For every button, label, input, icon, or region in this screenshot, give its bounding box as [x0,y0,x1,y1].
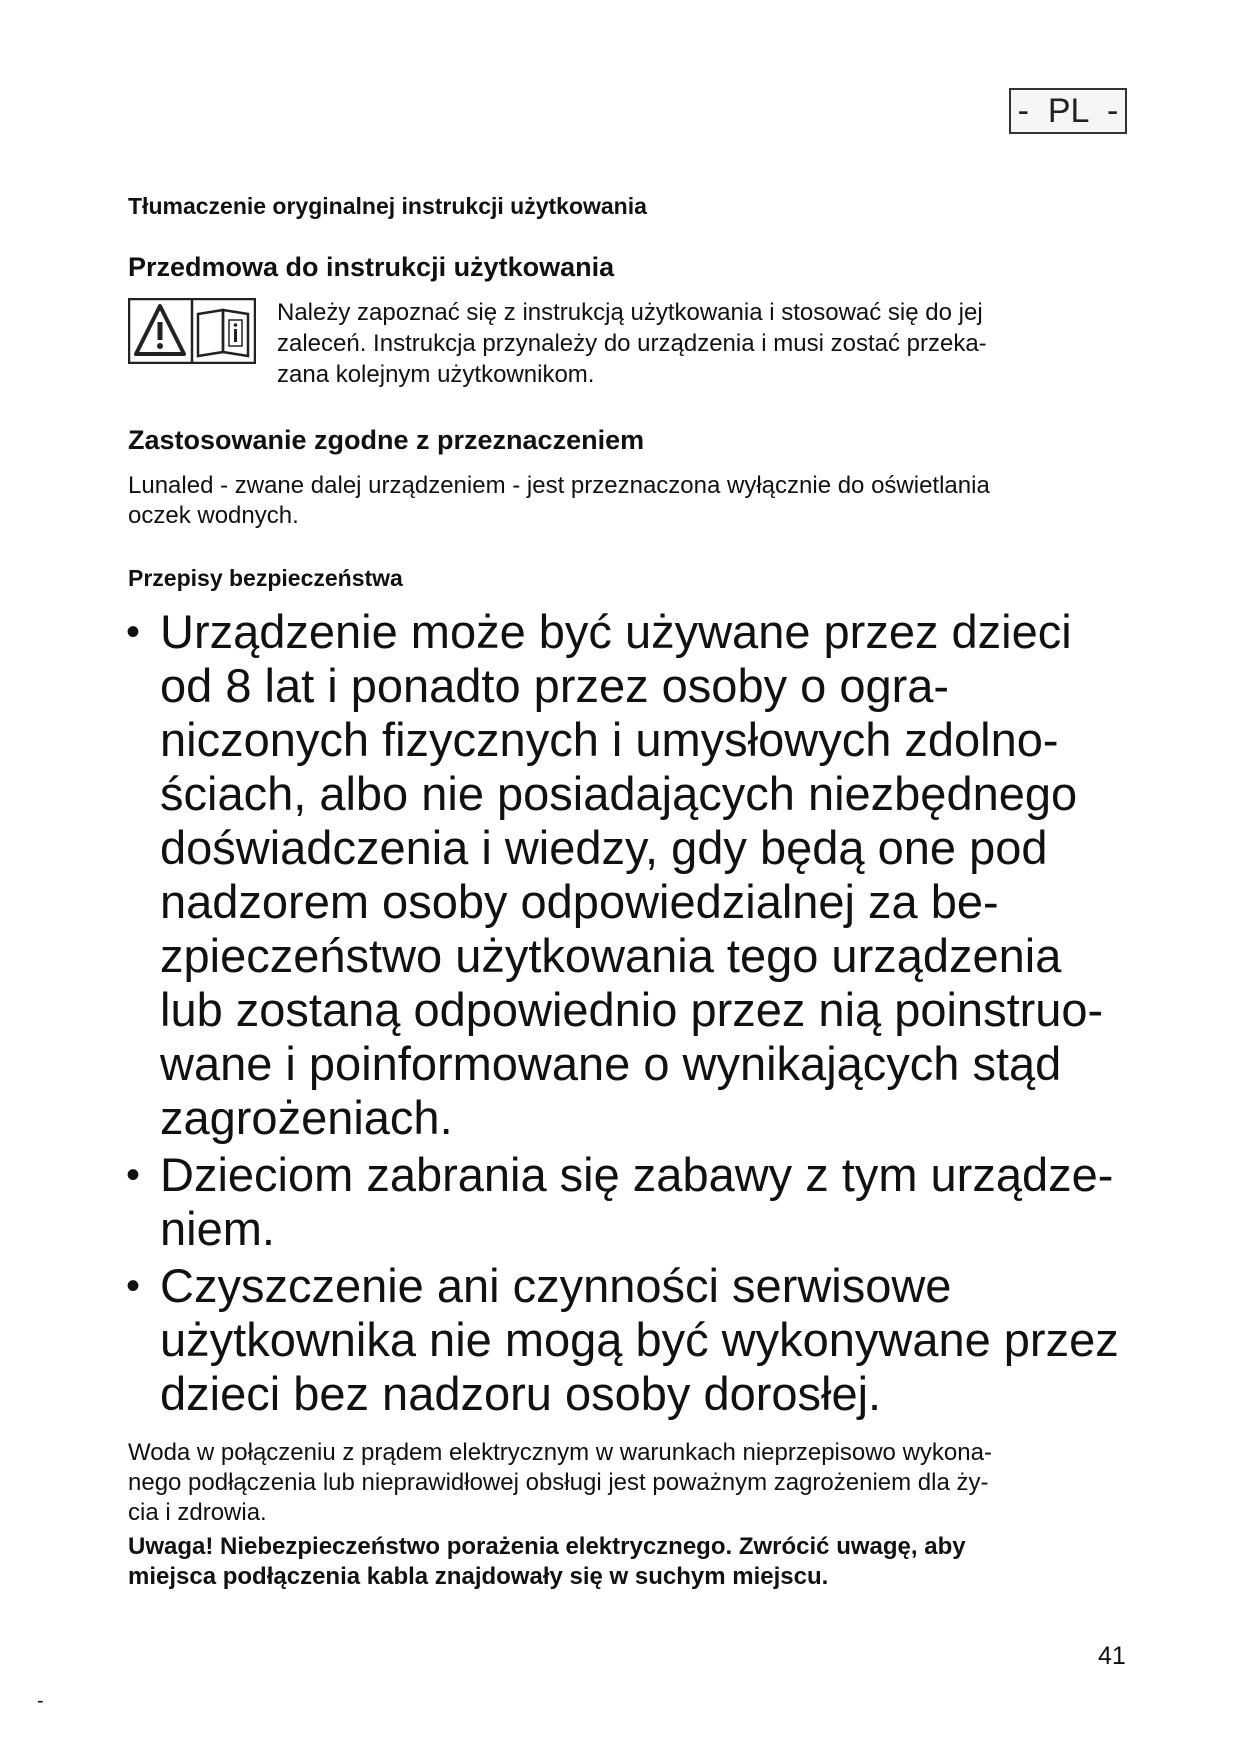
electric-warning-line: miejsca podłączenia kabla znajdowały się w suchym miejscu. [128,1563,829,1590]
water-hazard-line: nego podłączenia lub nieprawidłowej obsługi jest poważnym zagrożeniem dla ży- [128,1469,989,1496]
manual-info-icon [198,310,248,356]
intended-use-heading: Zastosowanie zgodne z przeznaczeniem [128,425,645,455]
preface-heading: Przedmowa do instrukcji użytkowania [128,252,615,282]
water-hazard-line: cia i zdrowia. [128,1499,267,1526]
safety-icons [128,298,256,364]
bullet-icon: • [126,1264,141,1308]
list-item: • Urządzenie może być używane przez dzieci od 8 lat i ponadto przez osoby o ogra- niczonych fizycznych i umysłowych zdolno- ściach, albo nie posiadających niezbędnego doświadczenia i wiedzy, gdy będą one pod nadzorem osoby odpowiedzialnej za be- zpieczeństwo użytkowania tego urządzenia lub zostaną odpowiednio przez nią poinstruo- wane i poinformowane o wynikających stąd zagrożeniach. [126,605,1104,1144]
water-hazard-line: Woda w połączeniu z prądem elektrycznym w warunkach nieprzepisowo wykona- [128,1439,992,1466]
preface-line: zaleceń. Instrukcja przynależy do urządzenia i musi zostać przeka- [277,330,987,357]
warning-triangle-icon [136,306,184,354]
intended-use-line: oczek wodnych. [128,502,299,529]
corner-mark: - [37,1690,44,1712]
preface-line: Należy zapoznać się z instrukcją użytkowania i stosować się do jej [277,299,983,326]
safety-heading: Przepisy bezpieczeństwa [128,565,403,591]
electric-warning-paragraph [128,1532,1128,1592]
electric-warning-line: Uwaga! Niebezpieczeństwo porażenia elektrycznego. Zwrócić uwagę, aby [128,1533,966,1560]
document-title: Tłumaczenie oryginalnej instrukcji użytkowania [128,193,647,219]
list-item: • Czyszczenie ani czynności serwisowe użytkownika nie mogą być wykonywane przez dzieci bez nadzoru osoby dorosłej. [126,1259,1119,1420]
intended-use-line: Lunaled - zwane dalej urządzeniem - jest przeznaczona wyłącznie do oświetlania [128,472,990,499]
preface-line: zana kolejnym użytkownikom. [277,361,595,388]
page-number: 41 [1098,1642,1126,1670]
safety-bullet-list [126,605,1136,1424]
preface-paragraph [277,297,1117,390]
bullet-icon: • [126,1153,141,1197]
water-hazard-paragraph [128,1438,1128,1528]
language-badge: - PL - [1009,88,1127,134]
intended-use-paragraph [128,471,1128,531]
bullet-icon: • [126,610,141,654]
list-item: • Dzieciom zabrania się zabawy z tym urządze- niem. [126,1148,1114,1255]
